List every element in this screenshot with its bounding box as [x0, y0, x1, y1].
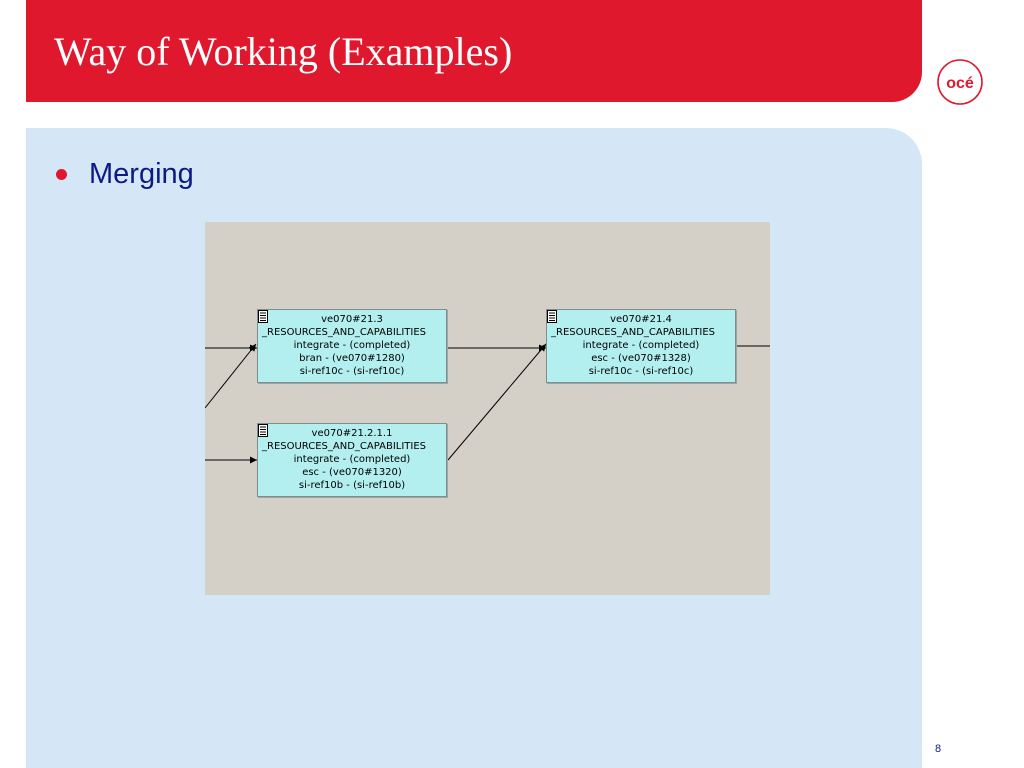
- node-state: integrate - (completed): [582, 340, 700, 351]
- node-type: _RESOURCES_AND_CAPABILITIES: [262, 327, 427, 338]
- edge-node-21-2-1-1-to-node-21-4: [448, 344, 546, 460]
- node-ve070-21-2-1-1[interactable]: [257, 423, 447, 497]
- node-branch: esc - (ve070#1328): [591, 353, 691, 364]
- diagram-edges: [205, 222, 770, 595]
- node-state: integrate - (completed): [293, 340, 411, 351]
- node-id: ve070#21.2.1.1: [311, 428, 393, 439]
- edge-left-lower-to-node-21-3: [205, 344, 256, 408]
- document-icon: [258, 310, 268, 323]
- node-ref: si-ref10c - (si-ref10c): [299, 366, 405, 377]
- slide-content: [26, 128, 922, 768]
- node-ref: si-ref10b - (si-ref10b): [298, 480, 406, 491]
- node-id: ve070#21.3: [321, 314, 383, 325]
- merge-diagram: [205, 222, 770, 595]
- node-type: _RESOURCES_AND_CAPABILITIES: [551, 327, 716, 338]
- document-icon: [547, 310, 557, 323]
- page-number: 8: [935, 743, 942, 755]
- node-type: _RESOURCES_AND_CAPABILITIES: [262, 441, 427, 452]
- bullet-dot-icon: [56, 169, 67, 180]
- bullet-text: Merging: [89, 157, 194, 190]
- slide-header: [26, 0, 922, 102]
- oce-logo-icon: [936, 58, 984, 106]
- document-icon: [258, 424, 268, 437]
- node-ve070-21-4[interactable]: [546, 309, 736, 383]
- bullet-item: [56, 154, 194, 194]
- slide-title: Way of Working (Examples): [54, 29, 513, 74]
- logo-text: océ: [946, 75, 974, 92]
- node-branch: bran - (ve070#1280): [299, 353, 405, 364]
- node-ve070-21-3[interactable]: [257, 309, 447, 383]
- node-state: integrate - (completed): [293, 454, 411, 465]
- node-ref: si-ref10c - (si-ref10c): [588, 366, 694, 377]
- node-branch: esc - (ve070#1320): [302, 467, 402, 478]
- node-id: ve070#21.4: [610, 314, 672, 325]
